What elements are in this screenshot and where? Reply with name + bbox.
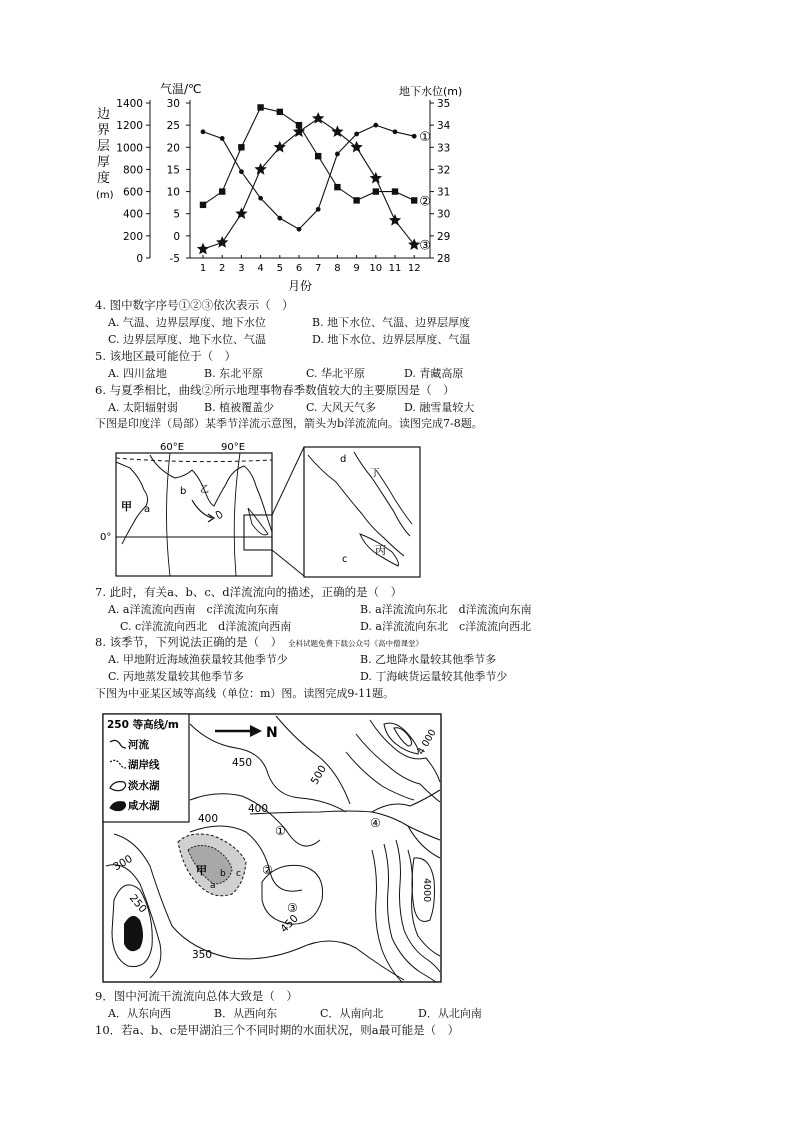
x-tick-label: 2: [219, 263, 226, 274]
data-point: [334, 184, 340, 190]
legend-fresh-label: 淡水湖: [128, 780, 160, 792]
q8-option-a[interactable]: A. 甲地附近海域渔获量较其他季节少: [108, 653, 288, 666]
left-tick-label: 1000: [116, 142, 143, 155]
q5-option-d[interactable]: D. 青藏高原: [404, 367, 464, 380]
data-point: [353, 197, 359, 203]
marker-1: ①: [275, 824, 286, 838]
data-point: [393, 129, 398, 134]
elev-350: 350: [192, 949, 213, 961]
label-a: a: [144, 504, 151, 515]
data-point: [216, 236, 228, 248]
q4-option-a[interactable]: A. 气温、边界层厚度、地下水位: [108, 316, 266, 329]
lake-level-a: a: [210, 881, 216, 891]
x-axis-title: 月份: [287, 279, 313, 293]
x-tick-label: 9: [353, 263, 360, 274]
left-axis-title-2: 界: [97, 123, 111, 138]
data-point: [197, 243, 209, 255]
data-point: [373, 188, 379, 194]
data-point: [350, 141, 362, 153]
data-point: [411, 197, 417, 203]
q10-stem: 10．若a、b、c是甲湖泊三个不同时期的水面状况，则a最可能是（ ）: [95, 1023, 460, 1037]
q7-option-d[interactable]: D. a洋流流向东北 c洋流流向西北: [360, 620, 532, 633]
data-point: [238, 144, 244, 150]
mid-tick-label: 30: [166, 98, 180, 110]
lake-level-c: c: [236, 869, 241, 879]
data-point: [392, 188, 398, 194]
intro-9-11: 下图为中亚某区域等高线（单位：m）图。读图完成9-11题。: [95, 687, 395, 700]
data-point: [335, 152, 340, 157]
q6-stem: 6. 与夏季相比，曲线②所示地理事物春季数值较大的主要原因是（ ）: [95, 383, 455, 397]
x-tick-label: 8: [334, 263, 341, 274]
q9-option-b[interactable]: B．从西向东: [214, 1007, 278, 1020]
q9-stem: 9．图中河流干流流向总体大致是（ ）: [95, 989, 298, 1003]
equator-label: 0°: [100, 532, 112, 543]
right-tick-label: 30: [437, 208, 451, 221]
left-tick-label: 1200: [116, 120, 143, 133]
mid-tick-label: 5: [173, 208, 180, 221]
q7-stem: 7. 此时，有关a、b、c、d洋流流向的描述，正确的是（ ）: [95, 585, 403, 599]
elev-4000-right: 4000: [421, 878, 432, 903]
series-1: [201, 123, 431, 232]
q9-option-a[interactable]: A．从东向西: [108, 1007, 171, 1020]
x-tick-label: 6: [295, 263, 303, 274]
mid-tick-label: 10: [166, 186, 180, 199]
label-b: b: [180, 486, 187, 497]
mid-tick-label: 25: [166, 120, 180, 133]
left-axis-title-1: 边: [97, 107, 111, 122]
label-c: c: [342, 554, 348, 565]
data-point: [239, 169, 244, 174]
data-point: [370, 172, 382, 184]
mid-tick-label: 15: [166, 164, 180, 177]
q8-option-d[interactable]: D. 丁海峡货运量较其他季节少: [360, 670, 508, 683]
inset-connector-top: [272, 447, 304, 515]
climate-chart: [88, 76, 478, 294]
x-tick-label: 11: [388, 263, 402, 274]
q4-option-b[interactable]: B. 地下水位、气温、边界层厚度: [312, 316, 471, 329]
legend-shore-label: 湖岸线: [128, 759, 160, 771]
inset-frame: [304, 447, 420, 577]
marker-3: ③: [287, 901, 298, 915]
right-tick-label: 35: [437, 98, 451, 110]
q8-option-b[interactable]: B. 乙地降水量较其他季节多: [360, 653, 497, 666]
data-point: [277, 216, 282, 221]
q5-stem: 5. 该地区最可能位于（ ）: [95, 349, 237, 363]
data-point: [201, 129, 206, 134]
series-line: [203, 107, 414, 204]
left-tick-label: 400: [122, 208, 143, 221]
data-point: [389, 214, 401, 226]
series-label: ①: [419, 130, 431, 146]
label-yi: 乙: [200, 485, 210, 495]
data-point: [315, 153, 321, 159]
series-label: ③: [419, 238, 431, 254]
q8-stem: 8. 该季节，下列说法正确的是（ ）: [95, 635, 283, 649]
data-point: [373, 123, 378, 128]
q6-option-b[interactable]: B. 植被覆盖少: [204, 401, 275, 414]
mid-tick-label: -5: [169, 253, 180, 265]
q6-option-c[interactable]: C. 大风天气多: [306, 401, 377, 414]
data-point: [235, 207, 247, 219]
q4-option-c[interactable]: C. 边界层厚度、地下水位、气温: [108, 333, 267, 346]
indian-ocean-map: [96, 436, 426, 581]
series-line: [203, 119, 414, 250]
q8-watermark-note: 全科试题免费下载公众号《高中僧课堂》: [288, 639, 423, 648]
right-tick-label: 32: [437, 164, 451, 177]
data-point: [316, 207, 321, 212]
data-point: [257, 104, 263, 110]
legend-contour-label: 250 等高线/m: [107, 719, 179, 731]
right-tick-label: 28: [437, 253, 451, 265]
left-tick-label: 600: [122, 186, 143, 199]
data-point: [274, 141, 286, 153]
q4-option-d[interactable]: D. 地下水位、边界层厚度、气温: [312, 333, 471, 346]
q9-option-c[interactable]: C．从南向北: [320, 1007, 384, 1020]
data-point: [219, 188, 225, 194]
elev-400-a: 400: [248, 803, 269, 815]
elev-450-bottom: 450: [278, 912, 301, 936]
elev-450-top: 450: [232, 757, 253, 769]
x-tick-label: 1: [199, 263, 207, 274]
x-tick-label: 12: [407, 263, 421, 274]
elev-300: 300: [111, 852, 135, 874]
mid-tick-label: 20: [166, 142, 180, 155]
left-axis-title-4: 厚: [97, 155, 111, 170]
lon-90e-label: 90°E: [221, 442, 246, 453]
x-tick-label: 4: [257, 263, 264, 274]
left-axis-title-5: 度: [97, 171, 111, 186]
q8-option-c[interactable]: C. 丙地蒸发量较其他季节多: [108, 670, 245, 683]
q6-option-d[interactable]: D. 融雪量较大: [404, 401, 475, 414]
right-tick-label: 34: [437, 120, 451, 133]
label-d: d: [340, 454, 347, 465]
data-point: [354, 132, 359, 137]
lon-60e-label: 60°E: [160, 442, 185, 453]
left-tick-label: 800: [122, 164, 143, 177]
mid-tick-label: 0: [173, 230, 180, 243]
right-tick-label: 29: [437, 230, 451, 243]
salt-lake: [124, 916, 143, 951]
elev-250: 250: [126, 892, 149, 916]
right-tick-label: 31: [437, 186, 451, 199]
contour-map: [100, 710, 445, 985]
x-tick-label: 7: [315, 263, 322, 274]
marker-2: ②: [262, 863, 273, 877]
data-point: [412, 134, 417, 139]
inset-connector-bottom: [272, 550, 304, 576]
q4-stem: 4. 图中数字序号①②③依次表示（ ）: [95, 298, 294, 312]
mid-axis-title: 气温/℃: [160, 82, 202, 96]
q6-option-a[interactable]: A. 太阳辐射弱: [108, 401, 178, 414]
data-point: [297, 227, 302, 232]
x-tick-label: 3: [238, 263, 245, 274]
elev-400-b: 400: [198, 813, 219, 825]
data-point: [220, 136, 225, 141]
x-tick-label: 5: [276, 263, 283, 274]
left-axis-title-3: 层: [97, 139, 111, 154]
north-label: N: [266, 725, 278, 741]
left-tick-label: 0: [136, 253, 143, 265]
q7-option-b[interactable]: B. a洋流流向东北 d洋流流向东南: [360, 603, 532, 616]
elev-500: 500: [308, 763, 330, 787]
q5-option-b[interactable]: B. 东北平原: [204, 367, 264, 380]
x-tick-label: 10: [369, 263, 383, 274]
right-axis-ticks: [430, 98, 451, 265]
data-point: [277, 109, 283, 115]
q7-option-c[interactable]: C. c洋流流向西北 d洋流流向西南: [120, 620, 292, 633]
marker-4: ④: [370, 816, 381, 830]
left-tick-label: 1400: [116, 98, 143, 110]
series-label: ②: [419, 194, 431, 210]
label-bing: 丙: [375, 544, 386, 557]
q9-option-d[interactable]: D．从北向南: [418, 1007, 482, 1020]
left-tick-label: 200: [122, 230, 143, 243]
left-axis-ticks: [116, 98, 150, 265]
legend-river-label: 河流: [128, 739, 149, 751]
right-tick-label: 33: [437, 142, 451, 155]
q5-option-c[interactable]: C. 华北平原: [306, 367, 366, 380]
data-point: [200, 202, 206, 208]
label-jia: 甲: [121, 500, 132, 513]
legend-salt-label: 咸水湖: [128, 800, 160, 812]
lake-level-b: b: [220, 869, 226, 879]
lake-jia-label: 甲: [196, 864, 207, 877]
q5-option-a[interactable]: A. 四川盆地: [108, 367, 167, 380]
intro-7-8: 下图是印度洋（局部）某季节洋流示意图，箭头为b洋流流向。读图完成7-8题。: [95, 417, 483, 430]
right-axis-title: 地下水位(m): [399, 85, 463, 98]
data-point: [258, 196, 263, 201]
elev-4000-top: 4 000: [415, 727, 439, 757]
q7-option-a[interactable]: A. a洋流流向西南 c洋流流向东南: [108, 603, 279, 616]
series-layer: [197, 104, 431, 254]
label-ding: 丁: [370, 468, 380, 479]
mid-axis-ticks: [167, 98, 190, 265]
left-axis-title-6: (m): [96, 190, 114, 201]
